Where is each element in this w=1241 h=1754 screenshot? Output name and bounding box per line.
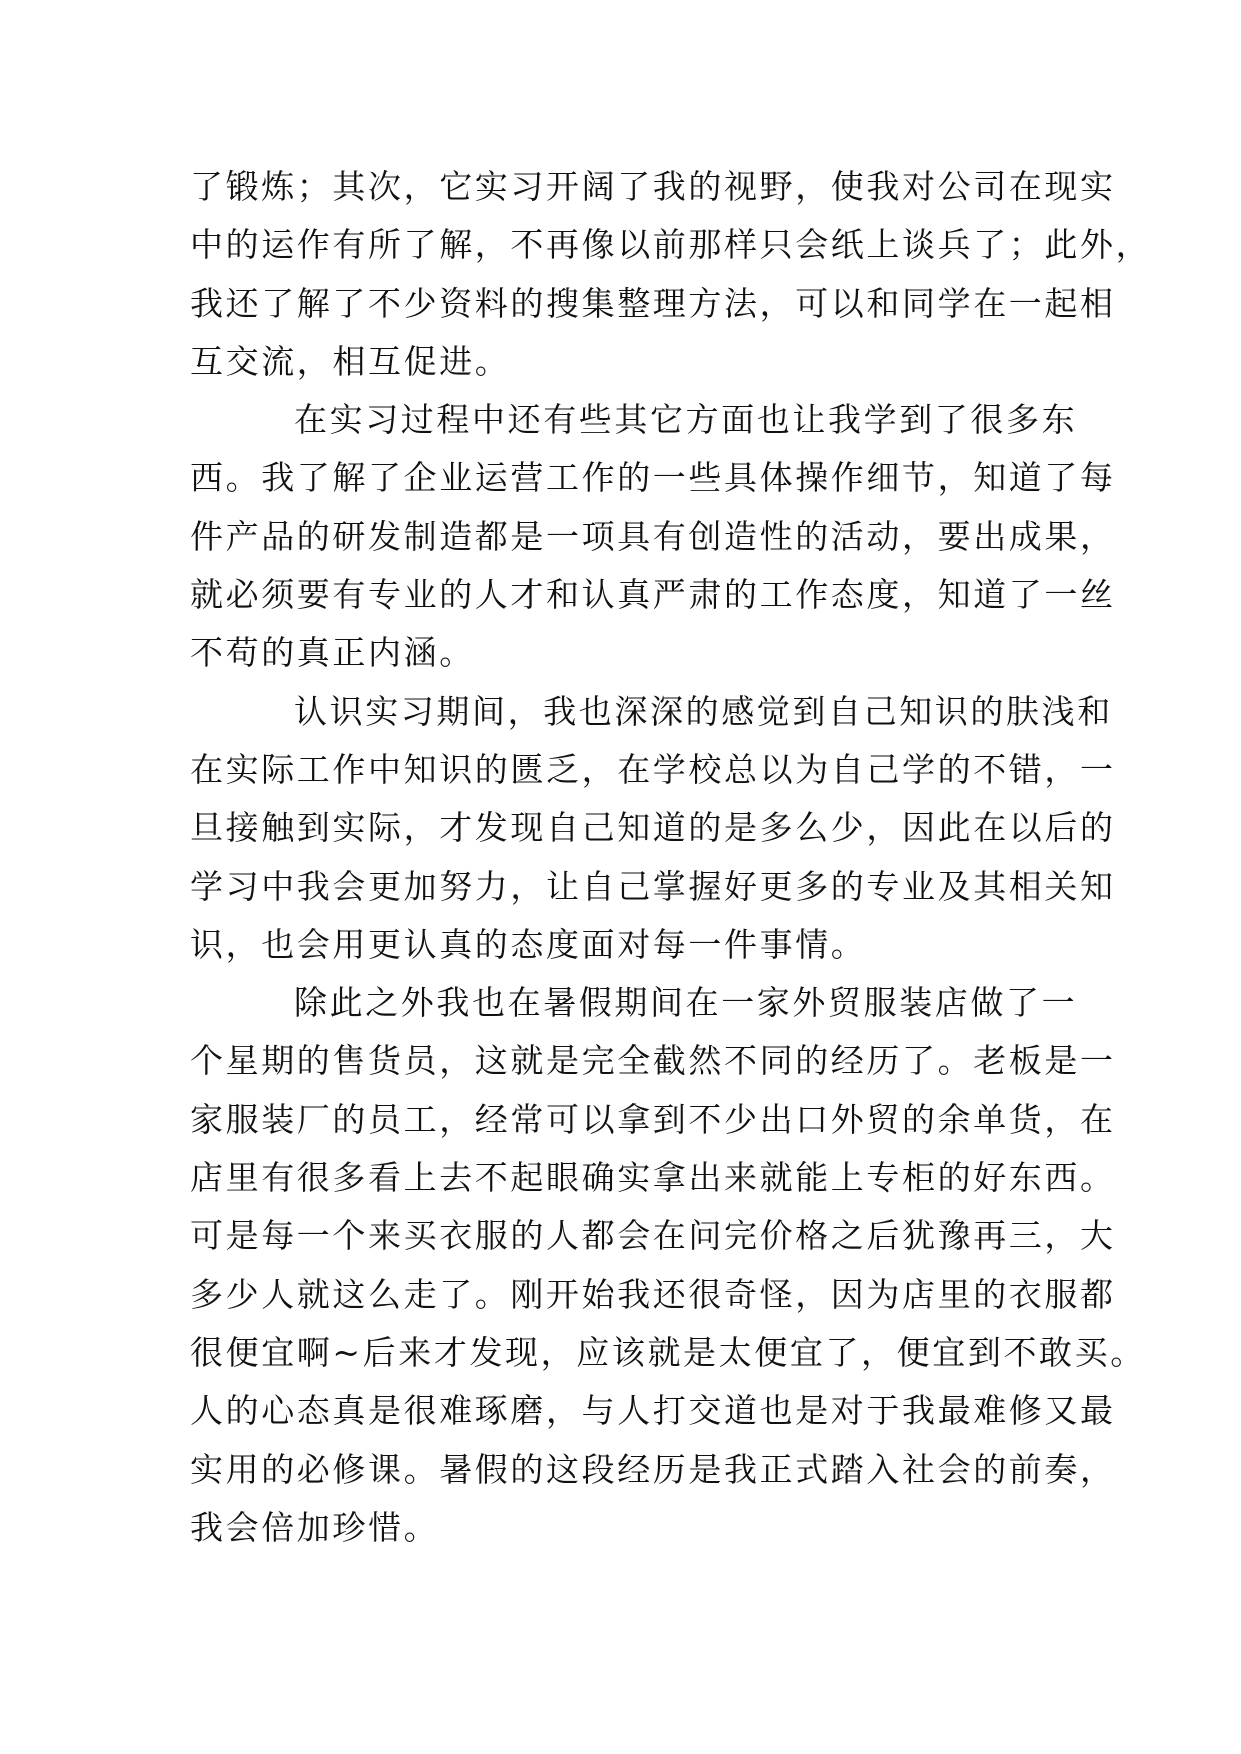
text-line: 就必须要有专业的人才和认真严肃的工作态度，知道了一丝 <box>190 575 1116 615</box>
text-line: 可是每一个来买衣服的人都会在问完价格之后犹豫再三，大 <box>190 1216 1116 1256</box>
text-line: 识，也会用更认真的态度面对每一件事情。 <box>190 924 867 964</box>
text-line-indented: 在实习过程中还有些其它方面也让我学到了很多东 <box>294 400 1078 440</box>
text-line: 互交流，相互促进。 <box>190 341 511 381</box>
text-line: 旦接触到实际，才发现自己知道的是多么少，因此在以后的 <box>190 808 1116 848</box>
paragraph-2 <box>190 391 1116 682</box>
text-line: 不苟的真正内涵。 <box>190 633 475 673</box>
text-line: 西。我了解了企业运营工作的一些具体操作细节，知道了每 <box>190 458 1116 498</box>
text-line-indented: 除此之外我也在暑假期间在一家外贸服装店做了一 <box>294 983 1078 1023</box>
text-line: 实用的必修课。暑假的这段经历是我正式踏入社会的前奏， <box>190 1449 1116 1489</box>
text-line: 了锻炼；其次，它实习开阔了我的视野，使我对公司在现实 <box>190 167 1116 206</box>
text-line: 店里有很多看上去不起眼确实拿出来就能上专柜的好东西。 <box>190 1158 1116 1198</box>
text-line: 人的心态真是很难琢磨，与人打交道也是对于我最难修又最 <box>190 1391 1116 1431</box>
text-line: 个星期的售货员，这就是完全截然不同的经历了。老板是一 <box>190 1041 1116 1081</box>
paragraph-1 <box>190 158 1152 391</box>
text-line: 很便宜啊~后来才发现，应该就是太便宜了，便宜到不敢买。 <box>190 1332 1146 1372</box>
text-line: 我会倍加珍惜。 <box>190 1507 440 1547</box>
text-line: 学习中我会更加努力，让自己掌握好更多的专业及其相关知 <box>190 866 1116 906</box>
text-line: 在实际工作中知识的匮乏，在学校总以为自己学的不错，一 <box>190 749 1116 789</box>
text-line-indented: 认识实习期间，我也深深的感觉到自己知识的肤浅和 <box>294 691 1113 731</box>
text-line: 我还了解了不少资料的搜集整理方法，可以和同学在一起相 <box>190 283 1116 323</box>
text-line: 多少人就这么走了。刚开始我还很奇怪，因为店里的衣服都 <box>190 1274 1116 1314</box>
text-line: 家服装厂的员工，经常可以拿到不少出口外贸的余单货，在 <box>190 1099 1116 1139</box>
paragraph-4 <box>190 974 1146 1557</box>
text-line: 中的运作有所了解，不再像以前那样只会纸上谈兵了；此外， <box>190 225 1152 265</box>
text-line: 件产品的研发制造都是一项具有创造性的活动，要出成果， <box>190 516 1116 556</box>
paragraph-3 <box>190 683 1116 974</box>
document-body <box>190 158 1152 1557</box>
